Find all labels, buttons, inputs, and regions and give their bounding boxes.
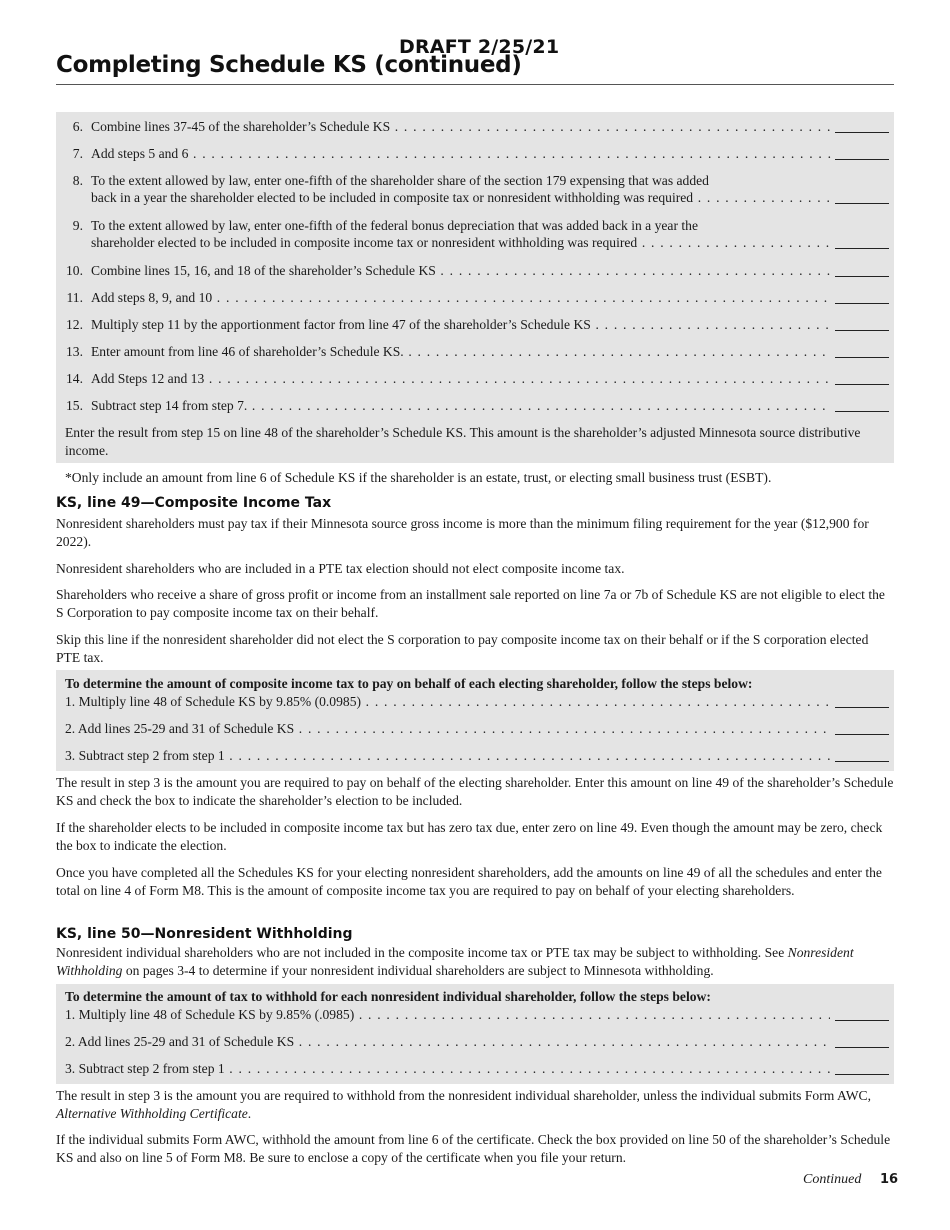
composite-step-1-blank (835, 707, 889, 708)
step-9-amount-blank (835, 248, 889, 249)
step-10-amount-blank (835, 276, 889, 277)
withholding-step-2-blank (835, 1047, 889, 1048)
esbt-footnote: *Only include an amount from line 6 of Schedule KS if the shareholder is an estate, trust, or electing small business trust (ESBT). (65, 470, 772, 485)
withholding-step: 2. Add lines 25-29 and 31 of Schedule KS . . . (65, 1033, 894, 1050)
composite-step: 3. Subtract step 2 from step 1 . . . (65, 747, 894, 764)
composite-worksheet-heading: To determine the amount of composite income tax to pay on behalf of each electing shareholder, follow the steps below: (65, 676, 753, 691)
withholding-step-3-blank (835, 1074, 889, 1075)
step-14-amount-blank (835, 384, 889, 385)
title-divider (56, 84, 894, 85)
withholding-step: 3. Subtract step 2 from step 1 . . . (65, 1060, 894, 1077)
step-8-amount-blank (835, 203, 889, 204)
line-49-paragraph: The result in step 3 is the amount you are required to pay on behalf of the electing shareholder. Enter this amount on line 49 of the shareholder’s Schedule KS and check the box to indicate the shareholder’s election to be included. (56, 775, 894, 808)
line-49-paragraph: Nonresident shareholders must pay tax if their Minnesota source gross income is more than the minimum filing requirement for the year ($12,900 for 2022). (56, 516, 869, 549)
step-12-amount-blank (835, 330, 889, 331)
composite-step: 2. Add lines 25-29 and 31 of Schedule KS . . . (65, 720, 894, 737)
line-50-paragraph: Nonresident individual shareholders who are not included in the composite income tax or PTE tax may be subject to withholding. See Nonresident Withholding on pages 3-4 to determine if your nonresident individual shareholders are subject to Minnesota withholding. (56, 945, 854, 978)
continued-label: Continued (803, 1172, 862, 1187)
withholding-step: 1. Multiply line 48 of Schedule KS by 9.85% (.0985) . . . (65, 1006, 894, 1023)
line-49-paragraph: Nonresident shareholders who are included in a PTE tax election should not elect composite income tax. (56, 561, 625, 576)
composite-step-3-blank (835, 761, 889, 762)
composite-step: 1. Multiply line 48 of Schedule KS by 9.85% (0.0985) . . . (65, 693, 894, 710)
step-13-amount-blank (835, 357, 889, 358)
worksheet-result-note: Enter the result from step 15 on line 48 of the shareholder’s Schedule KS. This amount is the shareholder’s adjusted Minnesota source distributive income. (65, 425, 861, 458)
withholding-step-1-blank (835, 1020, 889, 1021)
line-49-paragraph: Shareholders who receive a share of gross profit or income from an installment sale reported on line 7a or 7b of Schedule KS are not eligible to elect the S Corporation to pay composite income tax on their behalf. (56, 587, 885, 620)
line-50-heading: KS, line 50—Nonresident Withholding (56, 926, 353, 942)
composite-step-2-blank (835, 734, 889, 735)
line-49-paragraph: Skip this line if the nonresident shareholder did not elect the S corporation to pay composite income tax on their behalf or if the S corporation elected PTE tax. (56, 632, 869, 665)
step-15-amount-blank (835, 411, 889, 412)
line-49-paragraph: Once you have completed all the Schedules KS for your electing nonresident shareholders, add the amounts on line 49 of all the schedules and enter the total on line 4 of Form M8. This is the amount of composite income tax you are required to pay on behalf of your electing shareholders. (56, 865, 882, 898)
withholding-worksheet-heading: To determine the amount of tax to withhold for each nonresident individual shareholder, follow the steps below: (65, 989, 711, 1004)
step-7-amount-blank (835, 159, 889, 160)
draft-stamp: DRAFT 2/25/21 (399, 36, 560, 58)
page-title: Completing Schedule KS (continued) (56, 52, 522, 78)
line-50-paragraph: If the individual submits Form AWC, withhold the amount from line 6 of the certificate. Check the box provided on line 50 of the shareholder’s Schedule KS and also on line 5 of Form M8. Be sure to enclose a copy of the certificate when you file your return. (56, 1132, 891, 1165)
step-6-amount-blank (835, 132, 889, 133)
line-50-paragraph: The result in step 3 is the amount you are required to withhold from the nonresident individual shareholder, unless the individual submits Form AWC, Alternative Withholding Certificate. (56, 1088, 871, 1121)
line-49-paragraph: If the shareholder elects to be included in composite income tax but has zero tax due, enter zero on line 49. Even though the amount may be zero, check the box to indicate the election. (56, 820, 883, 853)
step-11-amount-blank (835, 303, 889, 304)
page-number: 16 (880, 1172, 899, 1187)
line-49-heading: KS, line 49—Composite Income Tax (56, 495, 332, 511)
